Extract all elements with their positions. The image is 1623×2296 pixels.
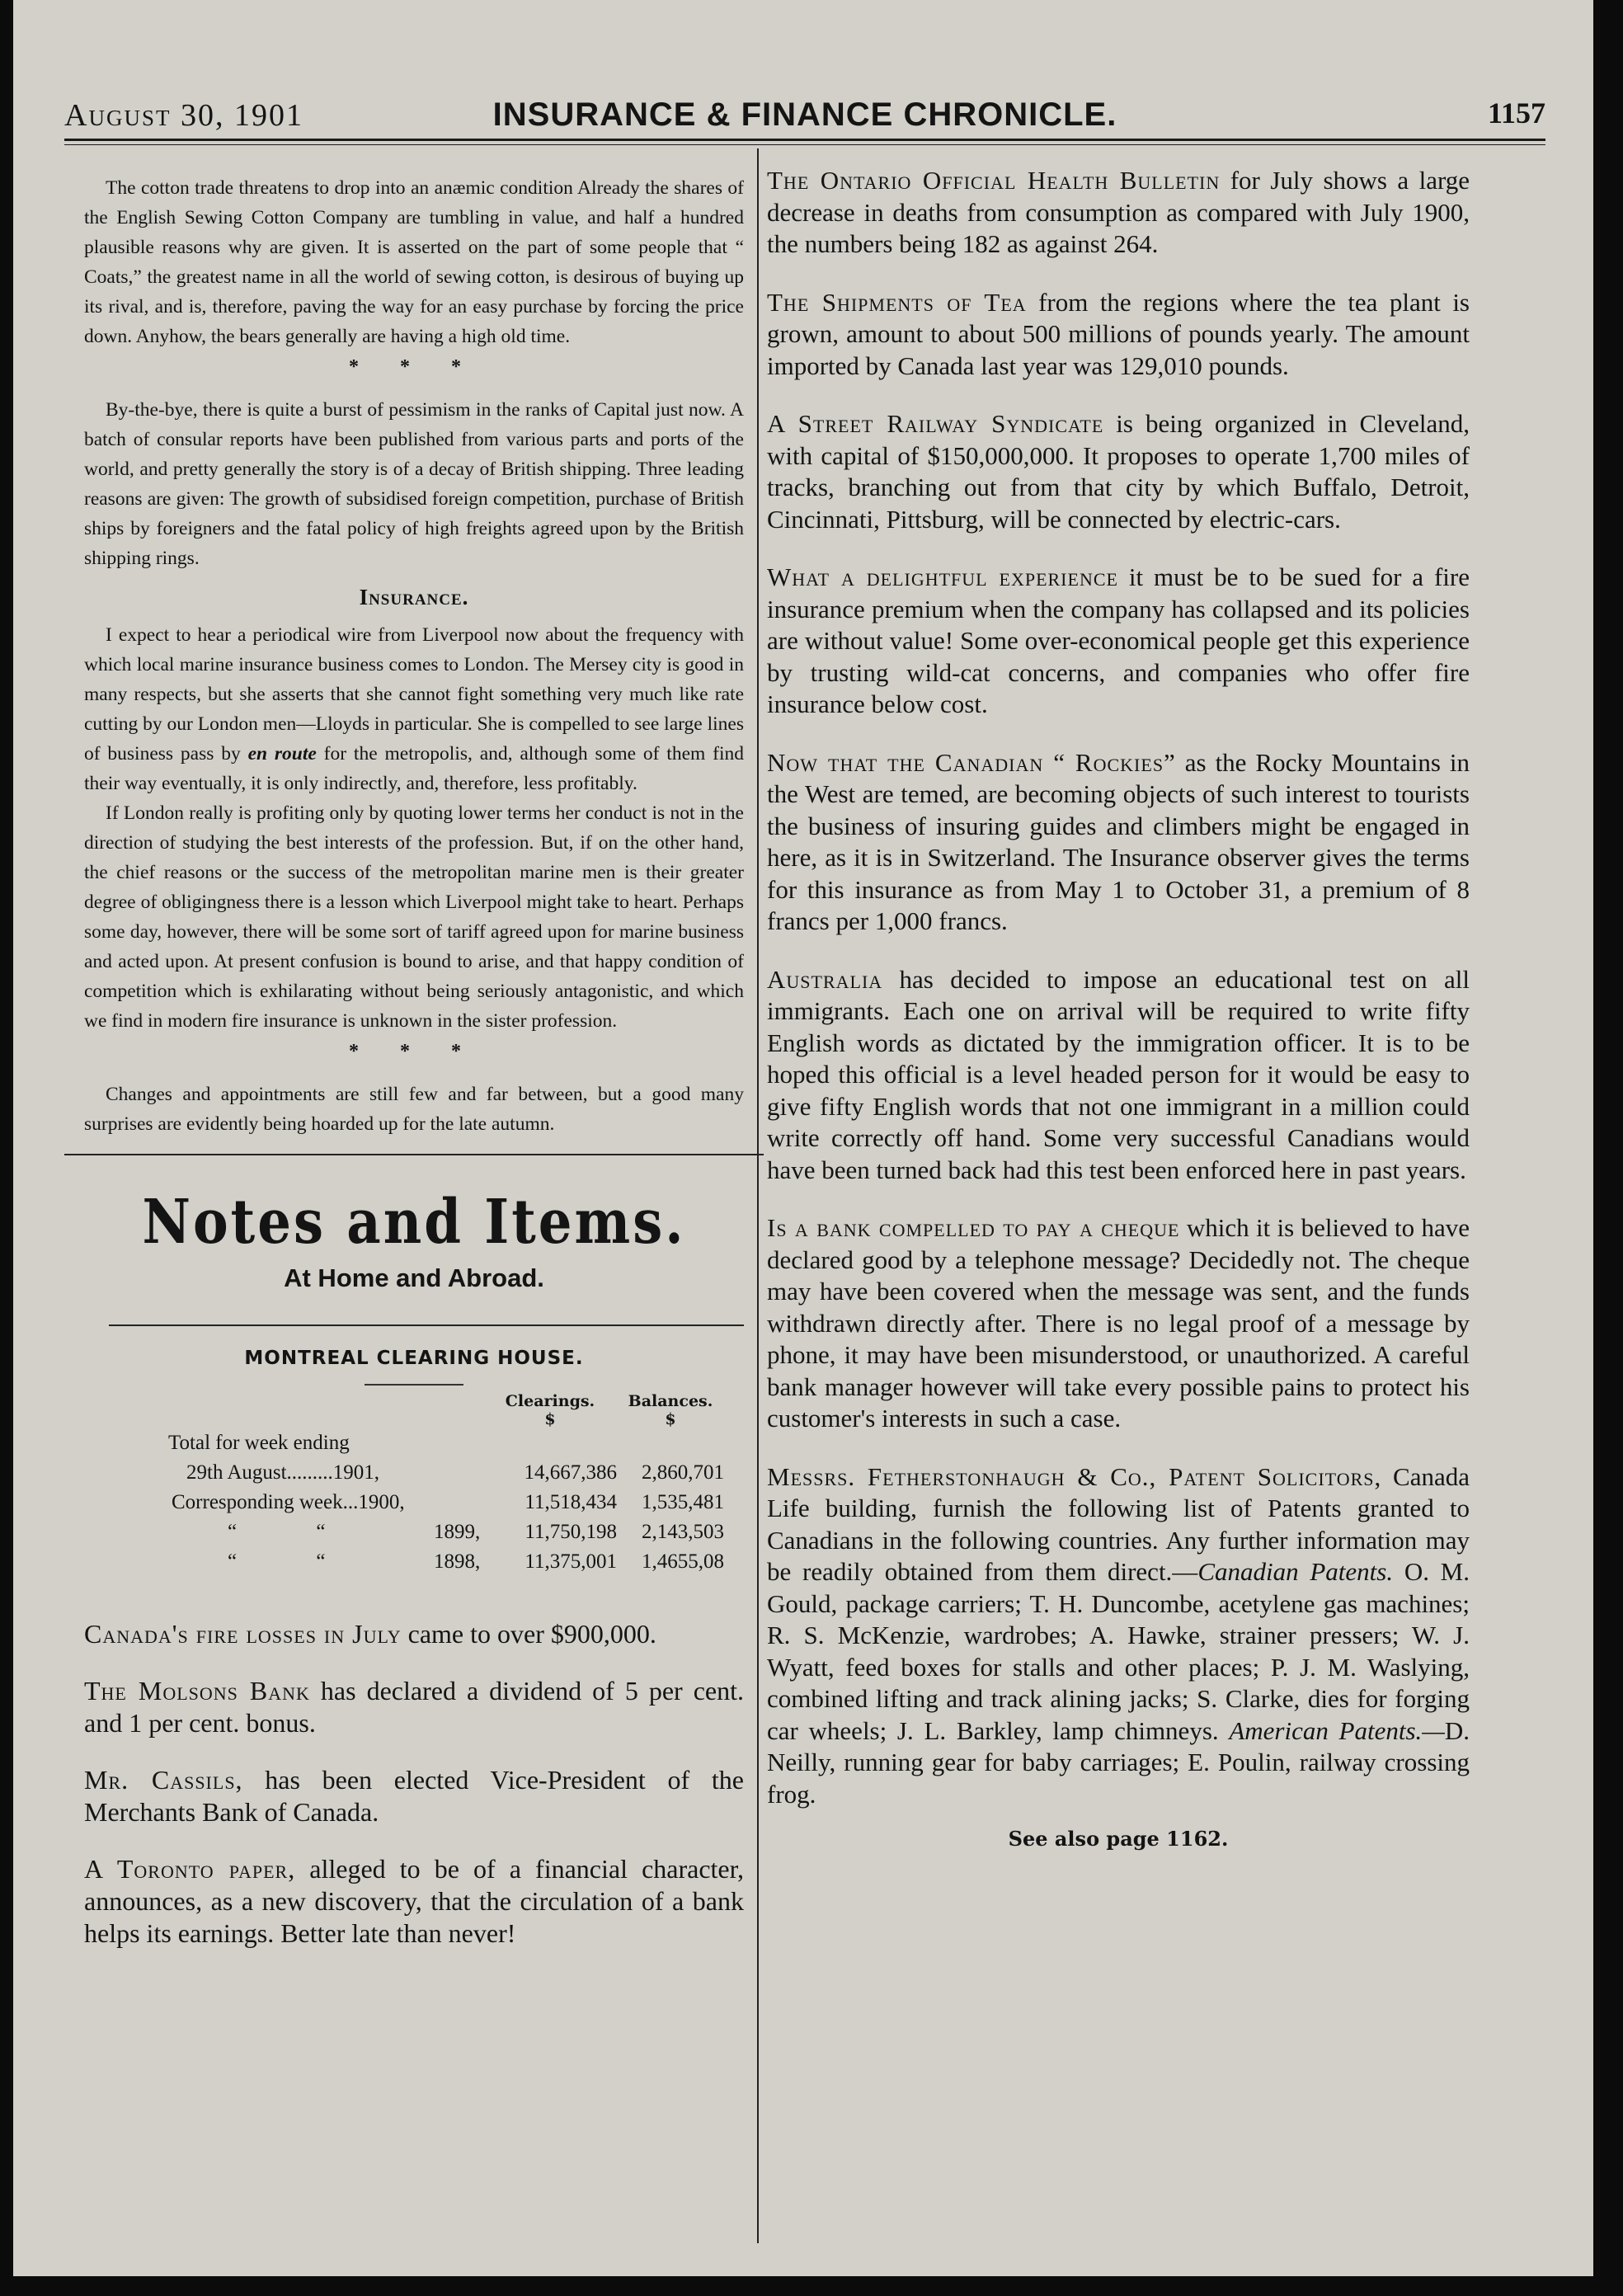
table-header-row xyxy=(168,1392,724,1410)
header-date: August 30, 1901 xyxy=(64,98,303,133)
insurance-heading: Insurance. xyxy=(359,585,469,609)
notes-and-items-title: Notes and Items. xyxy=(142,1187,686,1259)
delightful-experience-item: What a delightful experience it must be to be sued for a fire insurance premium when the company has collapsed and its policies are without value! Some over-economical people get this experience by trusting wild-cat concerns, and companies who offer fire insurance below cost. xyxy=(767,562,1470,718)
london-paragraph: If London really is profiting only by quoting lower terms her conduct is not in the direction of studying the best interests of the profession. But, if on the other hand, the chief reasons or the success of the metropolitan marine men is their greater degree of obligingness there is a lesson which Liverpool might take to heart. Perhaps some day, however, there will be some sort of tariff agreed upon for marine business and acted upon. At present confusion is bound to arise, and that happy condition of competition which is exhilarating without being seriously antagonistic, and which we find in modern fire insurance is unknown in the sister profession. xyxy=(84,802,744,1032)
table-row: Total for week ending xyxy=(168,1432,350,1454)
clearing-house-rule xyxy=(365,1384,463,1386)
header-page-number: 1157 xyxy=(1487,96,1545,129)
clearing-house-title: MONTREAL CLEARING HOUSE. xyxy=(244,1348,584,1369)
liverpool-paragraph: I expect to hear a periodical wire from Liverpool now about the frequency with which local marine insurance business comes to London. The Mersey city is good in many respects, but she asserts that she cannot fight something very much like rate cutting by our London men—Lloyds in particular. She is compelled to see large lines of business pass by en route for the metropolis, and, although some of them find their way eventually, it is only indirectly, and, therefore, less profitably. xyxy=(84,624,744,794)
newspaper-page xyxy=(13,0,1593,2276)
cotton-paragraph: The cotton trade threatens to drop into an anæmic condition Already the shares of the English Sewing Cotton Company are tumbling in value, and half a hundred plausible reasons why are given. It is asserted on the part of some people that “ Coats,” the greatest name in all the world of sewing cotton, is desirous of buying up its rival, and is, therefore, paving the way for an easy purchase by forcing the price down. Anyhow, the bears generally are having a high old time. xyxy=(84,177,744,347)
tea-shipments-item: The Shipments of Tea from the regions where the tea plant is grown, amount to about 500 millions of pounds yearly. The amount imported by Canada last year was 129,010 pounds. xyxy=(767,287,1470,380)
table-row: Corresponding week...1900, 11,518,434 1,535,481 xyxy=(172,1491,724,1513)
health-bulletin-item: The Ontario Official Health Bulletin for July shows a large decrease in deaths from consumption as compared with July 1900, the numbers being 182 as against 264. xyxy=(767,166,1470,258)
en-route-italic: en route xyxy=(247,743,317,765)
street-railway-item: A Street Railway Syndicate is being organized in Cleveland, with capital of $150,000,000. It proposes to operate 1,700 miles of tracks, branching out from that city by which Buffalo, Detroit, Cincinnati, Pittsburg, will be connected by electric-cars. xyxy=(767,409,1470,534)
patents-item: Messrs. Fetherstonhaugh & Co., Patent Solicitors, Canada Life building, furnish the following list of Patents granted to Canadians in the following countries. Any further information may be readily obtained from them direct.—Canadian Patents. O. M. Gould, package carriers; T. H. Duncombe, acetylene gas machines; R. S. McKenzie, wardrobes; A. Hawke, strainer pressers; W. J. Wyatt, feed boxes for stalls and other places; P. J. M. Waslying, combined lifting and track alining jacks; S. Clarke, dies for forging car wheels; J. L. Barkley, lamp chimneys. American Patents.—D. Neilly, running gear for baby carriages; E. Poulin, railway crossing frog. xyxy=(767,1461,1470,1809)
left-column xyxy=(84,173,744,1974)
toronto-paper-item: A Toronto paper, alleged to be of a financial character, announces, as a new discovery, that the circulation of a bank helps its earnings. Better late than never! xyxy=(84,1854,745,1948)
changes-paragraph: Changes and appointments are still few and far between, but a good many surprises are evidently being hoarded up for the late autumn. xyxy=(84,1084,744,1135)
canadian-rockies-item: Now that the Canadian “ Rockies” as the Rocky Mountains in the West are temed, are becoming objects of such interest to tourists the business of insuring guides and climbers might be engaged in here, as it is in Switzerland. The Insurance observer gives the terms for this insurance as from May 1 to October 31, a premium of 8 francs per 1,000 francs. xyxy=(767,747,1470,935)
cassils-item: Mr. Cassils, has been elected Vice-President of the Merchants Bank of Canada. xyxy=(84,1765,744,1827)
column-divider xyxy=(757,148,759,2243)
table-row: 29th August.........1901, 14,667,386 2,860,701 xyxy=(186,1461,724,1484)
fire-losses-item: Canada's fire losses in July came to over $900,000. xyxy=(84,1619,656,1649)
header-rule xyxy=(64,139,1545,141)
table-row: “ “ 1899, 11,750,198 2,143,503 xyxy=(228,1521,724,1543)
section-stars-2: * * * xyxy=(349,1041,479,1062)
balances-unit: $ xyxy=(665,1410,676,1428)
section-rule xyxy=(64,1154,764,1155)
table-row: “ “ 1898, 11,375,001 1,4655,08 xyxy=(228,1550,724,1573)
see-also-note: See also page 1162. xyxy=(1008,1827,1229,1851)
clearings-unit: $ xyxy=(544,1410,556,1428)
molsons-bank-item: The Molsons Bank has declared a dividend of 5 per cent. and 1 per cent. bonus. xyxy=(84,1676,744,1738)
balances-header: Balances. xyxy=(628,1392,713,1410)
notes-rule xyxy=(109,1324,744,1326)
clearing-house-table xyxy=(168,1392,724,1577)
clearings-header: Clearings. xyxy=(505,1392,595,1410)
right-column xyxy=(767,165,1470,1851)
header-title: INSURANCE & FINANCE CHRONICLE. xyxy=(492,96,1117,133)
australia-item: Australia has decided to impose an educational test on all immigrants. Each one on arrival will be required to write fifty English words as dictated by the immigration officer. It is to be hoped this official is a level headed person for it would be easy to give fifty English words that not one immigrant in a million could write correctly off hand. Some very successful Canadians would have been turned back had this test been enforced here in past years. xyxy=(767,964,1470,1184)
at-home-abroad-subtitle: At Home and Abroad. xyxy=(284,1263,544,1292)
header-rule-thin xyxy=(64,144,1545,145)
page-header xyxy=(64,82,1545,139)
table-unit-row xyxy=(168,1410,724,1428)
pessimism-paragraph: By-the-bye, there is quite a burst of pessimism in the ranks of Capital just now. A batch of consular reports have been published from various parts and ports of the world, and pretty generally the story is of a decay of British shipping. Three leading reasons are given: The growth of subsidised foreign competition, purchase of British ships by foreigners and the fatal policy of high freights agreed upon by the British shipping rings. xyxy=(84,399,744,569)
cheque-item: Is a bank compelled to pay a cheque which it is believed to have declared good by a telephone message? Decidedly not. The cheque may have been covered when the message was sent, and the funds withdrawn directly after. There is no legal proof of a message by phone, it may have been misunderstood, or unauthorized. A careful bank manager however will take every possible pains to protect his customer's interests in such a case. xyxy=(767,1213,1470,1433)
section-stars: * * * xyxy=(349,356,479,378)
